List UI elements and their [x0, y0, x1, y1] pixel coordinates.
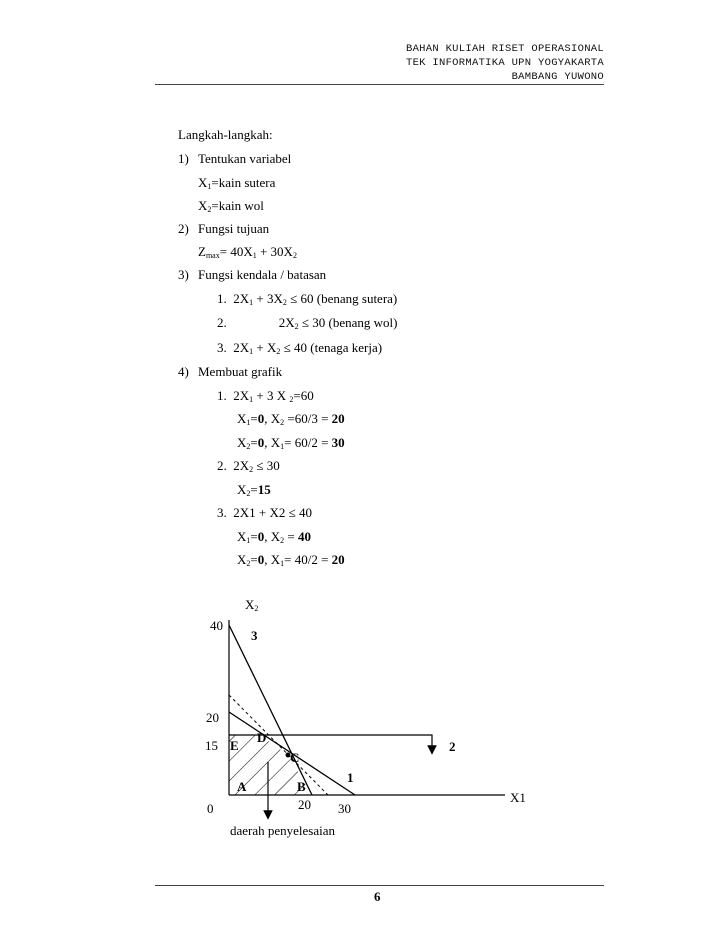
z: Z: [198, 244, 206, 259]
point-c-label: C: [290, 750, 300, 765]
var-x2-sub: 2: [207, 205, 212, 214]
g2r1-b-bold: 15: [257, 482, 271, 497]
step1-title: Tentukan variabel: [198, 151, 292, 166]
g3r1-c: , X: [264, 529, 281, 544]
g1r1-d: =60/3 =: [284, 411, 332, 426]
g1r2-b-bold: 0: [257, 435, 265, 450]
step2-title: Fungsi tujuan: [198, 221, 270, 236]
g3r1-a-sub: 1: [246, 536, 251, 545]
step4-title: Membuat grafik: [198, 364, 283, 379]
g3r1-b-bold: 0: [257, 529, 265, 544]
g1-b: + 3 X: [253, 388, 290, 403]
g3r2-d-bold: 20: [331, 552, 345, 567]
g2-rest: ≤ 30: [253, 458, 280, 473]
g3-text: 2X1 + X2 ≤ 40: [233, 505, 312, 520]
y-axis-letter: X: [245, 597, 255, 612]
header-course: BAHAN KULIAH RISET OPERASIONAL: [405, 43, 604, 55]
x-axis-label: X1: [510, 790, 526, 805]
step2-num: 2): [178, 221, 189, 236]
g3r2-b-bold: 0: [257, 552, 265, 567]
y-tick-20: 20: [206, 710, 219, 725]
line-label-2: 2: [449, 739, 456, 754]
g1r1-d-bold: 20: [331, 411, 345, 426]
y-tick-40: 40: [210, 618, 223, 633]
y-axis-sub: 2: [254, 604, 259, 613]
obj-term1-sub: 1: [252, 251, 257, 260]
g2r1-a-sub: 2: [246, 489, 251, 498]
c2-a-sub: 2: [294, 322, 299, 331]
g3r2-c-sub: 1: [280, 559, 285, 568]
page-number: 6: [374, 889, 381, 904]
g1r1-b-bold: 0: [257, 411, 265, 426]
c2-rest: ≤ 30 (benang wol): [298, 315, 398, 330]
var-x2: X: [198, 198, 208, 213]
x-tick-0: 0: [207, 801, 214, 816]
g1-a-sub: 1: [249, 395, 254, 404]
point-b-label: B: [297, 779, 306, 794]
c1-b: + 3X: [253, 291, 283, 306]
g3r2-a-sub: 2: [246, 559, 251, 568]
g2r1-b: =: [250, 482, 258, 497]
g1r2-d: = 60/2 =: [284, 435, 332, 450]
heading: Langkah-langkah:: [178, 127, 273, 142]
var-x2-def: =kain wol: [211, 198, 264, 213]
g1r2-a-sub: 2: [246, 442, 251, 451]
g3r2-c: , X: [264, 552, 281, 567]
c1-a: 2X: [233, 291, 250, 306]
line-label-1: 1: [347, 770, 354, 785]
c1-a-sub: 1: [249, 298, 254, 307]
point-e-label: E: [230, 738, 239, 753]
footer-divider: [155, 885, 604, 886]
point-d-label: D: [257, 730, 267, 745]
y-tick-15: 15: [205, 738, 218, 753]
var-x1: X: [198, 175, 208, 190]
g1r2-c: , X: [264, 435, 281, 450]
c1-b-sub: 2: [282, 298, 287, 307]
g1r2-c-sub: 1: [280, 442, 285, 451]
g1r1-c: , X: [264, 411, 281, 426]
constraint-1-num: 1.: [217, 291, 227, 306]
g2-a-sub: 2: [249, 465, 254, 474]
c3-rest: ≤ 40 (tenaga kerja): [280, 340, 383, 355]
var-x1-sub: 1: [207, 182, 212, 191]
g1r2-a: X: [237, 435, 247, 450]
g3r2-b: =: [250, 552, 258, 567]
y-axis-label: [245, 597, 258, 613]
g1r2-d-bold: 30: [331, 435, 345, 450]
g3r2-a: X: [237, 552, 247, 567]
c2-a: 2X: [278, 315, 295, 330]
g1r1-a: X: [237, 411, 247, 426]
g3r1-d-bold: 40: [297, 529, 311, 544]
z-sub: max: [205, 251, 220, 260]
var-x1-def: =kain sutera: [211, 175, 276, 190]
obj-term1: = 40X: [219, 244, 253, 259]
obj-term2: + 30X: [256, 244, 293, 259]
g1r1-b: =: [250, 411, 258, 426]
g3r1-d: =: [284, 529, 298, 544]
step3-num: 3): [178, 267, 189, 282]
c3-a: 2X: [233, 340, 250, 355]
constraint-2-num: 2.: [217, 315, 227, 330]
step4-num: 4): [178, 364, 189, 379]
x-tick-20: 20: [298, 797, 311, 812]
g3r1-a: X: [237, 529, 247, 544]
g3r1-c-sub: 2: [280, 536, 285, 545]
g1-a: 2X: [233, 388, 250, 403]
c3-a-sub: 1: [249, 347, 254, 356]
region-caption: daerah penyelesaian: [230, 823, 336, 838]
g3-num: 3.: [217, 505, 227, 520]
c3-b-sub: 2: [276, 347, 281, 356]
constraint-3-num: 3.: [217, 340, 227, 355]
step3-title: Fungsi kendala / batasan: [198, 267, 327, 282]
obj-term2-sub: 2: [292, 251, 297, 260]
header-department: TEK INFORMATIKA UPN YOGYAKARTA: [405, 57, 604, 69]
x-tick-30: 30: [338, 801, 351, 816]
c3-b: + X: [253, 340, 277, 355]
line-label-3: 3: [251, 628, 258, 643]
g1-b-sub: 2: [289, 395, 294, 404]
g2-num: 2.: [217, 458, 227, 473]
header-author: BAMBANG YUWONO: [511, 71, 604, 83]
g2-a: 2X: [233, 458, 250, 473]
step1-num: 1): [178, 151, 189, 166]
c1-rest: ≤ 60 (benang sutera): [286, 291, 398, 306]
g1r1-a-sub: 1: [246, 418, 251, 427]
g3r1-b: =: [250, 529, 258, 544]
g2r1-a: X: [237, 482, 247, 497]
g1r1-c-sub: 2: [280, 418, 285, 427]
point-a-label: A: [237, 779, 247, 794]
g1r2-b: =: [250, 435, 258, 450]
g1-num: 1.: [217, 388, 227, 403]
g1-rest: =60: [293, 388, 314, 403]
g3r2-d: = 40/2 =: [284, 552, 332, 567]
